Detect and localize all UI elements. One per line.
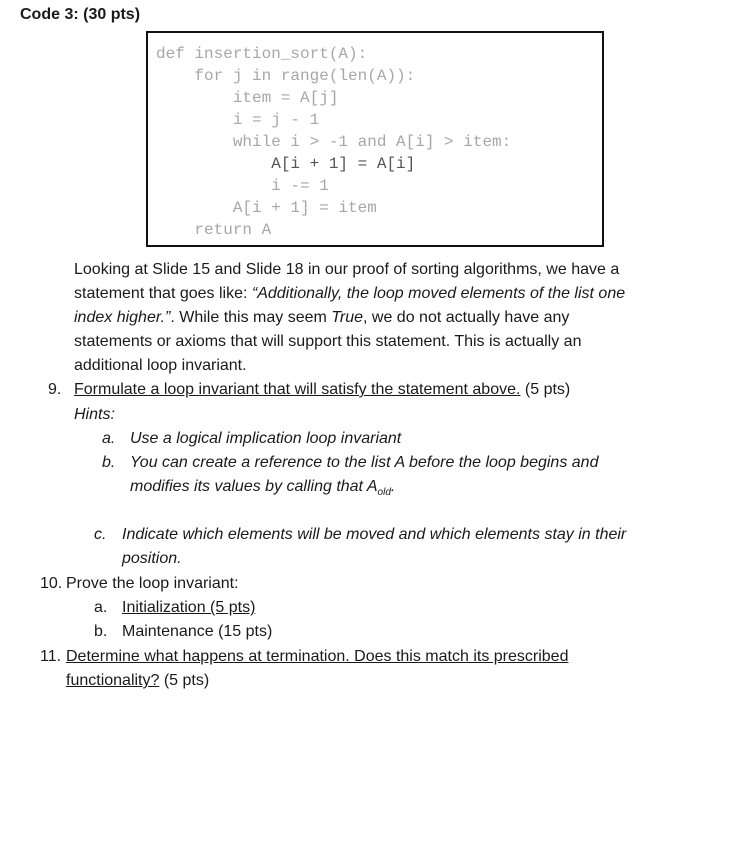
paragraph-line: additional loop invariant.: [74, 357, 247, 374]
hint-b-end: .: [390, 478, 396, 495]
q10-maintenance: Maintenance (15 pts): [122, 623, 273, 640]
code-line: A[i + 1] = item: [156, 199, 377, 217]
paragraph-line: [74, 282, 625, 306]
question-11-text: functionality?: [66, 672, 160, 689]
quoted-statement: index higher.”: [74, 309, 171, 326]
hint-b-label: b.: [102, 454, 116, 471]
hint-c-label: c.: [94, 526, 107, 543]
code-line: return A: [156, 221, 272, 239]
hint-a-label: a.: [102, 430, 116, 447]
hints-label: Hints:: [74, 406, 115, 423]
q10-a-label: a.: [94, 599, 108, 616]
question-9-points: (5 pts): [520, 381, 571, 398]
question-9-text: Formulate a loop invariant that will satisfy the statement above.: [74, 381, 521, 398]
code-line: for j in range(len(A)):: [156, 67, 416, 85]
emphasis-true: True: [331, 309, 364, 326]
section-heading: Code 3: (30 pts): [20, 6, 141, 23]
question-9: [74, 378, 570, 402]
hint-b-line: [130, 475, 395, 505]
q10-initialization: Initialization (5 pts): [122, 599, 256, 616]
paragraph-line: [74, 306, 569, 330]
hint-b-text: modifies its values by calling that A: [130, 478, 378, 495]
quoted-statement: “Additionally, the loop moved elements of the list one: [251, 285, 626, 302]
hint-c-line: position.: [122, 550, 182, 567]
code-line: i = j - 1: [156, 111, 320, 129]
code-line: i -= 1: [156, 177, 329, 195]
paragraph-line: Looking at Slide 15 and Slide 18 in our proof of sorting algorithms, we have a: [74, 261, 620, 278]
hint-b-line: You can create a reference to the list A before the loop begins and: [130, 454, 599, 471]
paragraph-text: . While this may seem: [170, 309, 332, 326]
code-block: [146, 31, 604, 247]
paragraph-text: statement that goes like:: [74, 285, 252, 302]
subscript-old: old: [377, 487, 391, 499]
hint-c-line: Indicate which elements will be moved and which elements stay in their: [122, 526, 627, 543]
question-11-line: [66, 669, 209, 693]
code-line: A[i + 1] = A[i]: [156, 155, 416, 173]
code-line: item = A[j]: [156, 89, 339, 107]
code-line: while i > -1 and A[i] > item:: [156, 133, 512, 151]
question-11-points: (5 pts): [159, 672, 210, 689]
question-11-number: 11.: [40, 648, 62, 665]
code-line: def insertion_sort(A):: [156, 45, 368, 63]
q10-b-label: b.: [94, 623, 108, 640]
paragraph-text: , we do not actually have any: [363, 309, 570, 326]
question-10-number: 10.: [40, 575, 63, 592]
question-10-text: Prove the loop invariant:: [66, 575, 239, 592]
paragraph-line: statements or axioms that will support this statement. This is actually an: [74, 333, 582, 350]
hint-a: Use a logical implication loop invariant: [130, 430, 402, 447]
question-9-number: 9.: [48, 381, 62, 398]
question-11-line: Determine what happens at termination. Does this match its prescribed: [66, 648, 569, 665]
